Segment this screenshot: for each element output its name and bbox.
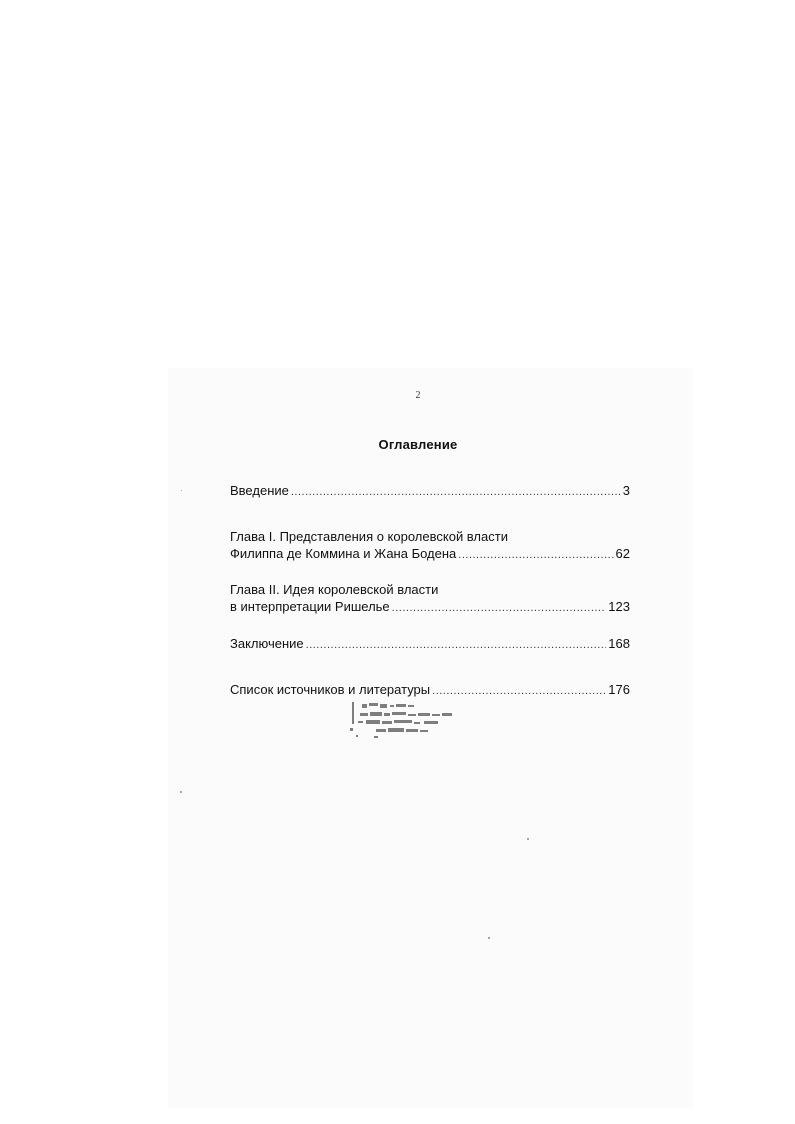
- dot-leader: [291, 484, 621, 501]
- toc-entry-page: 176: [608, 682, 630, 697]
- dot-leader: [458, 547, 613, 564]
- toc-entry-title: Глава II. Идея королевской власти: [230, 582, 439, 597]
- toc-line: [230, 598, 630, 617]
- toc-entry-title: Введение: [230, 483, 289, 498]
- toc-entry-title-continued: Филиппа де Коммина и Жана Бодена: [230, 546, 457, 561]
- toc-entry-title: Список источников и литературы: [230, 682, 431, 697]
- dot-leader: [306, 637, 607, 654]
- toc-line: [230, 545, 630, 564]
- library-stamp: [348, 698, 468, 742]
- toc-entry-title-continued: в интерпретации Ришелье: [230, 599, 390, 614]
- toc-entry-chapter-1: [230, 528, 630, 564]
- toc-entry-conclusion: [230, 635, 630, 654]
- toc-line: [230, 581, 630, 598]
- dot-leader: [392, 600, 607, 617]
- toc-title: Оглавление: [378, 437, 458, 452]
- toc-entry-chapter-2: [230, 581, 630, 617]
- toc-line: [230, 635, 630, 654]
- toc-entry-title: Глава I. Представления о королевской власти: [230, 529, 508, 544]
- scan-speck: [181, 490, 182, 491]
- toc-entry-title: Заключение: [230, 636, 304, 651]
- scan-speck: [488, 937, 490, 939]
- toc-entry-page: 62: [615, 546, 630, 561]
- toc-line: [230, 482, 630, 501]
- scan-speck: [180, 791, 182, 793]
- toc-entry-page: 3: [622, 483, 630, 498]
- toc-entry-introduction: [230, 482, 630, 501]
- scan-speck: [527, 838, 529, 840]
- page-number: 2: [415, 390, 421, 401]
- toc-entry-page: 168: [608, 636, 630, 651]
- toc-entry-page: 123: [608, 599, 630, 614]
- toc-line: [230, 528, 630, 545]
